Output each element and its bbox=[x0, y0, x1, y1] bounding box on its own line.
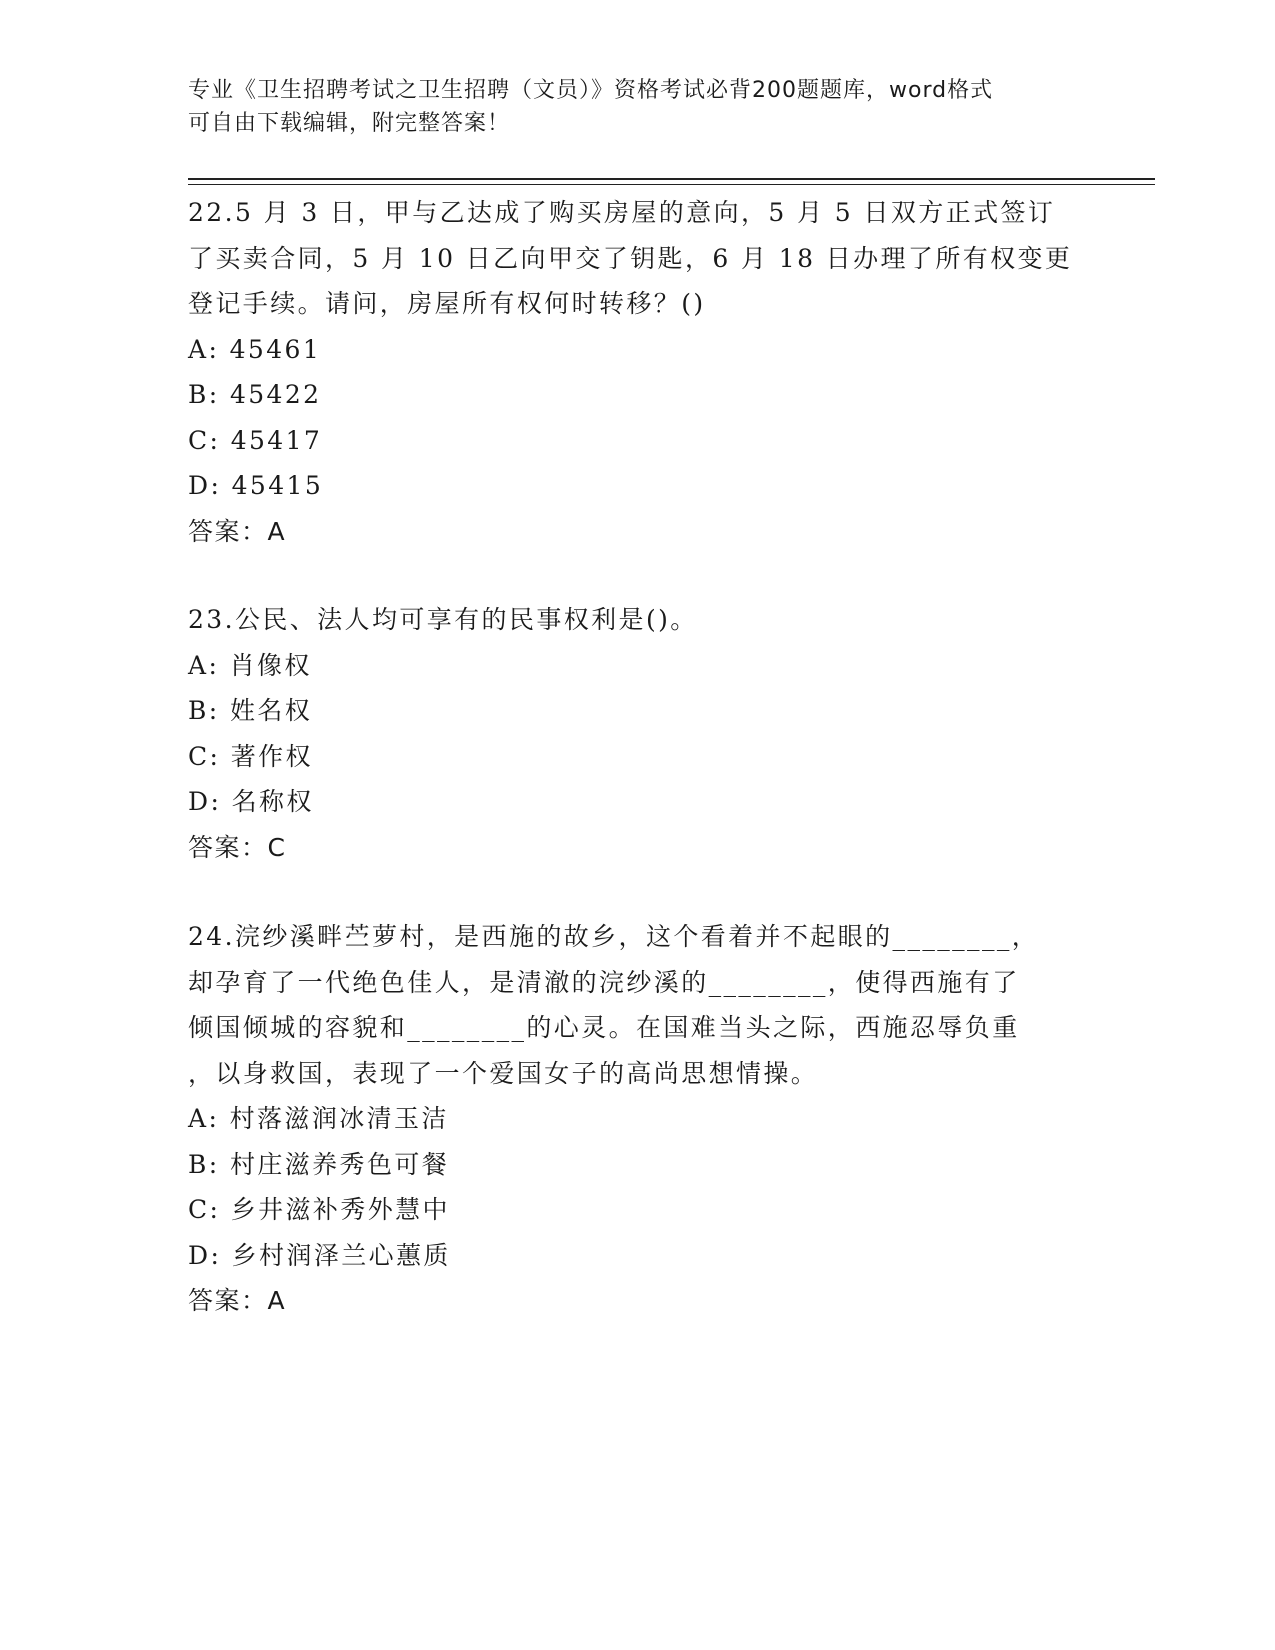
option-d: D: 名称权 bbox=[188, 787, 314, 816]
answer-label: 答案：A bbox=[188, 1286, 287, 1315]
question-stem-line: ，以身救国，表现了一个爱国女子的高尚思想情操。 bbox=[188, 1058, 819, 1088]
document-header bbox=[188, 74, 1068, 140]
question-22 bbox=[188, 190, 1088, 554]
option-a: A: 肖像权 bbox=[188, 650, 312, 680]
question-24 bbox=[188, 914, 1088, 1324]
header-line-1: 专业《卫生招聘考试之卫生招聘（文员）》资格考试必背200题题库，word格式 bbox=[188, 78, 994, 103]
answer-label: 答案：C bbox=[188, 832, 287, 862]
option-b: B: 45422 bbox=[188, 380, 322, 409]
header-divider-thin bbox=[188, 184, 1155, 185]
option-d: D: 乡村润泽兰心蕙质 bbox=[188, 1240, 451, 1270]
question-stem-line: 24.浣纱溪畔苎萝村，是西施的故乡，这个看着并不起眼的________， bbox=[188, 922, 1040, 951]
option-d: D: 45415 bbox=[188, 471, 324, 500]
option-a: A: 45461 bbox=[188, 334, 322, 364]
question-23 bbox=[188, 597, 1088, 870]
option-c: C: 乡井滋补秀外慧中 bbox=[188, 1195, 450, 1224]
answer-label: 答案：A bbox=[188, 516, 287, 546]
question-stem-line: 倾国倾城的容貌和________的心灵。在国难当头之际，西施忍辱负重 bbox=[188, 1013, 1020, 1042]
question-stem-line: 了买卖合同，5 月 10 日乙向甲交了钥匙，6 月 18 日办理了所有权变更 bbox=[188, 243, 1073, 273]
option-c: C: 著作权 bbox=[188, 741, 313, 771]
header-line-2: 可自由下载编辑，附完整答案！ bbox=[188, 111, 511, 136]
question-stem-line: 登记手续。请问，房屋所有权何时转移？() bbox=[188, 289, 706, 318]
question-stem-line: 23.公民、法人均可享有的民事权利是()。 bbox=[188, 605, 698, 634]
question-stem-line: 22.5 月 3 日，甲与乙达成了购买房屋的意向，5 月 5 日双方正式签订 bbox=[188, 198, 1056, 227]
option-a: A: 村落滋润冰清玉洁 bbox=[188, 1104, 449, 1133]
option-c: C: 45417 bbox=[188, 425, 323, 455]
header-divider-thick bbox=[188, 178, 1155, 180]
question-stem-line: 却孕育了一代绝色佳人，是清澈的浣纱溪的________，使得西施有了 bbox=[188, 967, 1020, 997]
option-b: B: 姓名权 bbox=[188, 696, 313, 725]
option-b: B: 村庄滋养秀色可餐 bbox=[188, 1149, 450, 1179]
